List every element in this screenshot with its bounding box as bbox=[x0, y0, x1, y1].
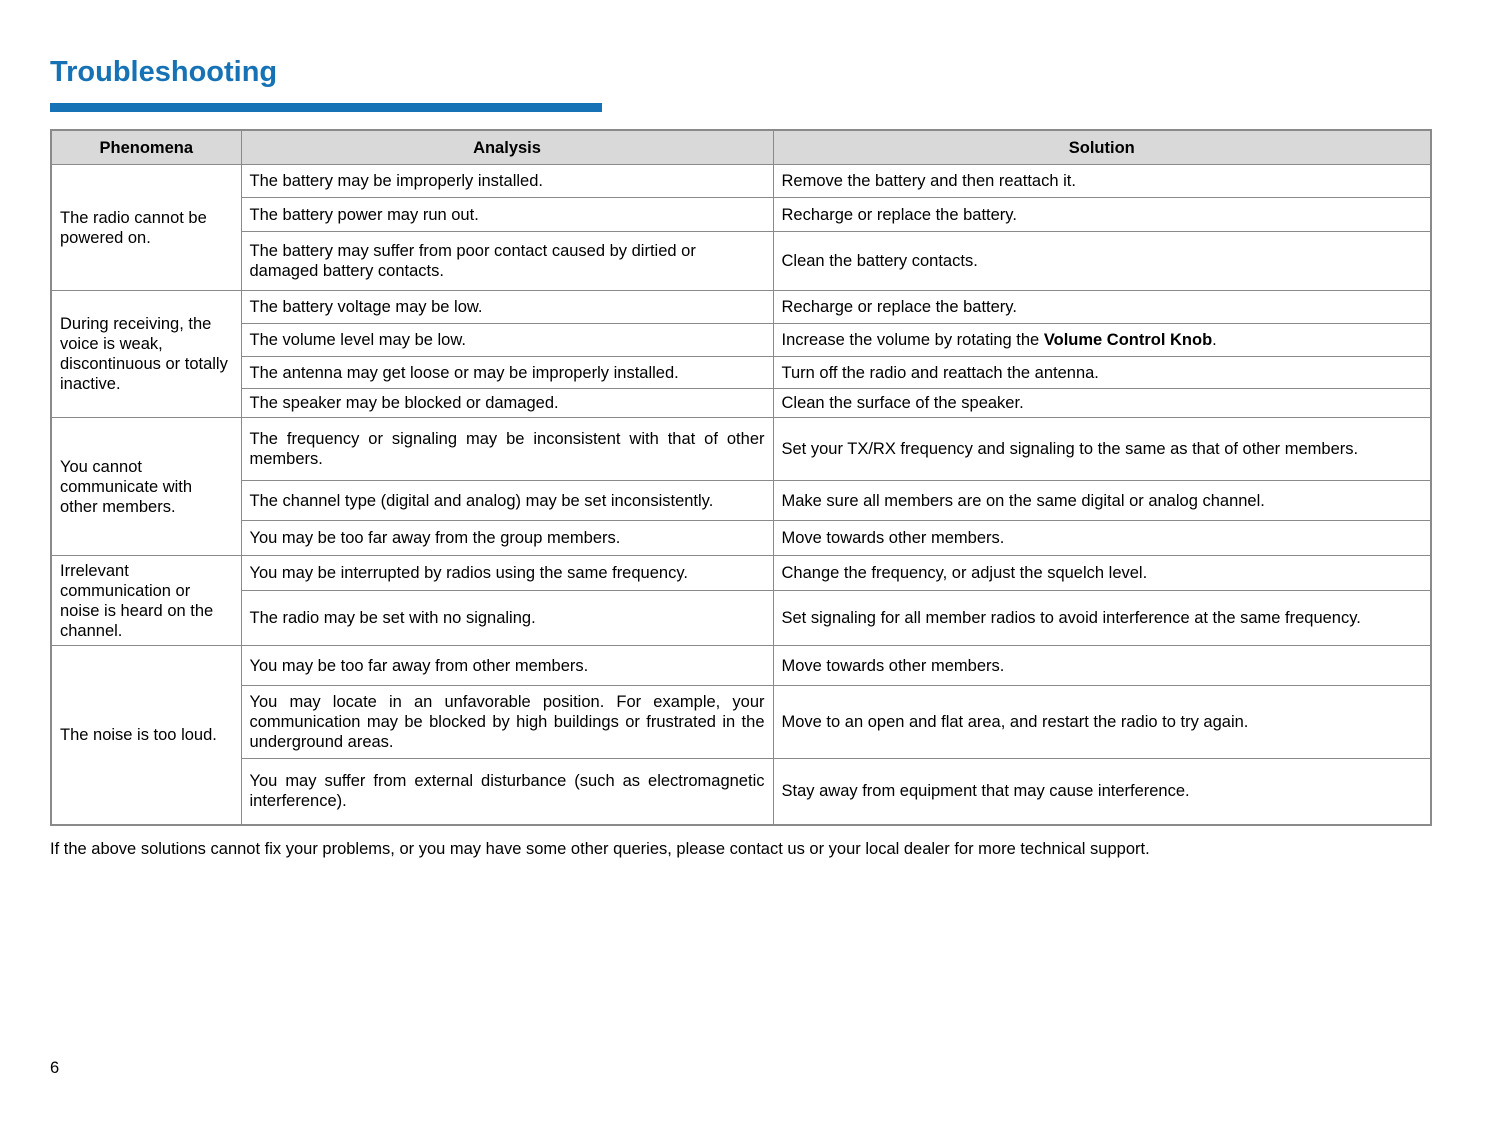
troubleshooting-table bbox=[50, 129, 1432, 826]
analysis-cell: You may locate in an unfavorable position. For example, your communication may be blocked by high buildings or frustrated in the underground areas. bbox=[241, 686, 773, 759]
table-header-row bbox=[51, 130, 1431, 165]
analysis-cell: The battery may be improperly installed. bbox=[241, 165, 773, 198]
volume-control-knob-label: Volume Control Knob bbox=[1043, 331, 1213, 349]
analysis-cell: The volume level may be low. bbox=[241, 324, 773, 357]
solution-cell: Move towards other members. bbox=[773, 646, 1431, 686]
solution-cell: Move to an open and flat area, and restart the radio to try again. bbox=[773, 686, 1431, 759]
analysis-cell: You may be too far away from the group members. bbox=[241, 521, 773, 556]
table-row bbox=[51, 324, 1431, 357]
solution-cell: Make sure all members are on the same digital or analog channel. bbox=[773, 481, 1431, 521]
title-underline-bar bbox=[50, 103, 602, 112]
solution-cell: Set your TX/RX frequency and signaling to the same as that of other members. bbox=[773, 418, 1431, 481]
analysis-cell: The battery may suffer from poor contact caused by dirtied or damaged battery contacts. bbox=[241, 232, 773, 291]
phenomenon-cell: The radio cannot be powered on. bbox=[51, 165, 241, 291]
table-row bbox=[51, 418, 1431, 481]
page-number: 6 bbox=[50, 1059, 60, 1077]
table-row bbox=[51, 759, 1431, 825]
table-row bbox=[51, 686, 1431, 759]
table-row bbox=[51, 389, 1431, 418]
column-header-solution: Solution bbox=[773, 130, 1431, 165]
table-row bbox=[51, 232, 1431, 291]
table-row bbox=[51, 357, 1431, 389]
analysis-cell: The antenna may get loose or may be improperly installed. bbox=[241, 357, 773, 389]
analysis-cell: The battery voltage may be low. bbox=[241, 291, 773, 324]
table-row bbox=[51, 291, 1431, 324]
solution-text: Increase the volume by rotating the bbox=[781, 331, 1044, 349]
support-note: If the above solutions cannot fix your problems, or you may have some other queries, please contact us or your local dealer for more technical support. bbox=[50, 840, 1150, 858]
solution-cell: Set signaling for all member radios to avoid interference at the same frequency. bbox=[773, 591, 1431, 646]
solution-cell: Clean the battery contacts. bbox=[773, 232, 1431, 291]
phenomenon-cell: The noise is too loud. bbox=[51, 646, 241, 825]
solution-cell: Remove the battery and then reattach it. bbox=[773, 165, 1431, 198]
table-row bbox=[51, 165, 1431, 198]
table-row bbox=[51, 198, 1431, 232]
analysis-cell: You may be too far away from other members. bbox=[241, 646, 773, 686]
analysis-cell: The frequency or signaling may be inconsistent with that of other members. bbox=[241, 418, 773, 481]
analysis-cell: The channel type (digital and analog) may be set inconsistently. bbox=[241, 481, 773, 521]
page-title: Troubleshooting bbox=[50, 56, 278, 88]
solution-cell: Stay away from equipment that may cause interference. bbox=[773, 759, 1431, 825]
analysis-cell: The radio may be set with no signaling. bbox=[241, 591, 773, 646]
analysis-cell: You may be interrupted by radios using the same frequency. bbox=[241, 556, 773, 591]
solution-cell: Recharge or replace the battery. bbox=[773, 198, 1431, 232]
phenomenon-cell: During receiving, the voice is weak, discontinuous or totally inactive. bbox=[51, 291, 241, 418]
solution-cell: Move towards other members. bbox=[773, 521, 1431, 556]
analysis-cell: You may suffer from external disturbance (such as electromagnetic interference). bbox=[241, 759, 773, 825]
phenomenon-cell: You cannot communicate with other members. bbox=[51, 418, 241, 556]
analysis-cell: The speaker may be blocked or damaged. bbox=[241, 389, 773, 418]
table-row bbox=[51, 591, 1431, 646]
solution-cell: Turn off the radio and reattach the antenna. bbox=[773, 357, 1431, 389]
analysis-cell: The battery power may run out. bbox=[241, 198, 773, 232]
table-row bbox=[51, 646, 1431, 686]
solution-cell bbox=[773, 324, 1431, 357]
solution-cell: Clean the surface of the speaker. bbox=[773, 389, 1431, 418]
solution-text-suffix: . bbox=[1212, 331, 1217, 349]
table-row bbox=[51, 521, 1431, 556]
solution-cell: Recharge or replace the battery. bbox=[773, 291, 1431, 324]
table-row bbox=[51, 481, 1431, 521]
phenomenon-cell: Irrelevant communication or noise is heard on the channel. bbox=[51, 556, 241, 646]
column-header-analysis: Analysis bbox=[241, 130, 773, 165]
table-row bbox=[51, 556, 1431, 591]
column-header-phenomena: Phenomena bbox=[51, 130, 241, 165]
solution-cell: Change the frequency, or adjust the squelch level. bbox=[773, 556, 1431, 591]
